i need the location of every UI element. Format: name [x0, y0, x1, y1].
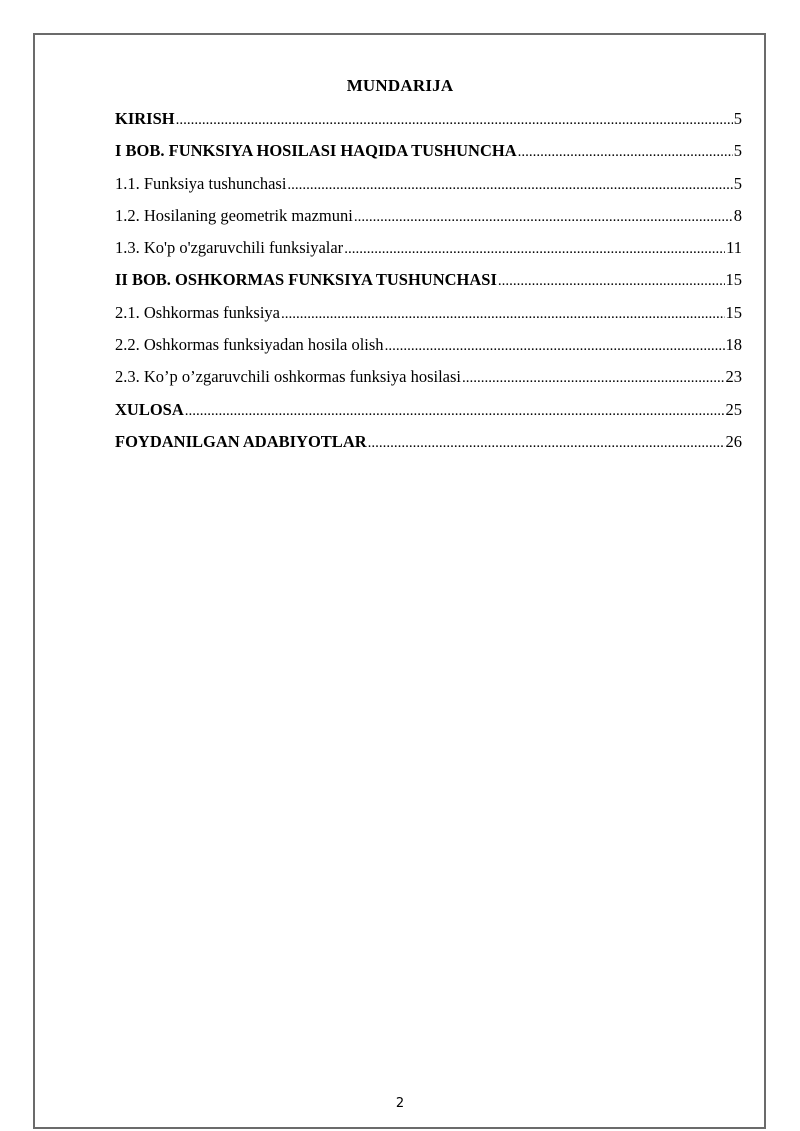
toc-entry-page: 25 [725, 399, 742, 419]
dot-leader [354, 209, 733, 226]
toc-entry-section-1-2[interactable] [115, 206, 742, 238]
toc-entry-label: 2.3. Ko’p o’zgaruvchili oshkormas funksiya hosilasi [115, 367, 461, 387]
toc-entry-page: 15 [725, 270, 742, 290]
toc-entry-page: 15 [725, 302, 742, 322]
dot-leader [462, 370, 725, 387]
toc-entry-label: XULOSA [115, 399, 184, 419]
toc-entry-label: II BOB. OSHKORMAS FUNKSIYA TUSHUNCHASI [115, 270, 497, 290]
toc-entry-page: 5 [733, 173, 742, 193]
toc-entry-page: 23 [725, 367, 742, 387]
toc-entry-label: 1.3. Ko'p o'zgaruvchili funksiyalar [115, 238, 344, 258]
dot-leader [385, 338, 725, 355]
toc-entry-page: 26 [725, 431, 742, 451]
toc-entry-chapter-1[interactable] [115, 141, 742, 173]
toc-entry-section-2-2[interactable] [115, 335, 742, 367]
dot-leader [185, 403, 725, 420]
toc-entry-xulosa[interactable] [115, 400, 742, 432]
toc-entry-section-1-3[interactable] [115, 238, 742, 270]
dot-leader [368, 435, 725, 452]
dot-leader [518, 144, 733, 161]
dot-leader [344, 241, 725, 258]
toc-entry-page: 18 [725, 335, 742, 355]
toc-entry-label: FOYDANILGAN ADABIYOTLAR [115, 431, 367, 451]
toc-entry-label: KIRISH [115, 109, 175, 128]
toc-entry-page: 11 [726, 238, 742, 258]
toc-entry-section-1-1[interactable] [115, 174, 742, 206]
toc-entry-page: 5 [733, 109, 742, 128]
toc-entry-chapter-2[interactable] [115, 270, 742, 302]
toc-title: MUNDARIJA [346, 76, 454, 95]
toc-entry-references[interactable] [115, 432, 742, 464]
dot-leader [287, 177, 732, 194]
dot-leader [281, 306, 725, 323]
page-number: 2 [395, 1096, 405, 1111]
toc-entry-label: I BOB. FUNKSIYA HOSILASI HAQIDA TUSHUNCHA [115, 141, 517, 161]
toc-entry-page: 8 [733, 205, 742, 225]
toc-entry-kirish[interactable] [115, 109, 742, 141]
toc-entry-label: 1.2. Hosilaning geometrik mazmuni [115, 205, 353, 225]
toc-entry-label: 2.2. Oshkormas funksiyadan hosila olish [115, 335, 384, 355]
toc-entry-label: 2.1. Oshkormas funksiya [115, 302, 280, 322]
toc-entry-section-2-1[interactable] [115, 303, 742, 335]
toc-entry-page: 5 [733, 141, 742, 161]
table-of-contents [115, 109, 742, 464]
dot-leader [498, 273, 725, 290]
toc-entry-label: 1.1. Funksiya tushunchasi [115, 173, 287, 193]
toc-entry-section-2-3[interactable] [115, 367, 742, 399]
dot-leader [176, 112, 733, 129]
